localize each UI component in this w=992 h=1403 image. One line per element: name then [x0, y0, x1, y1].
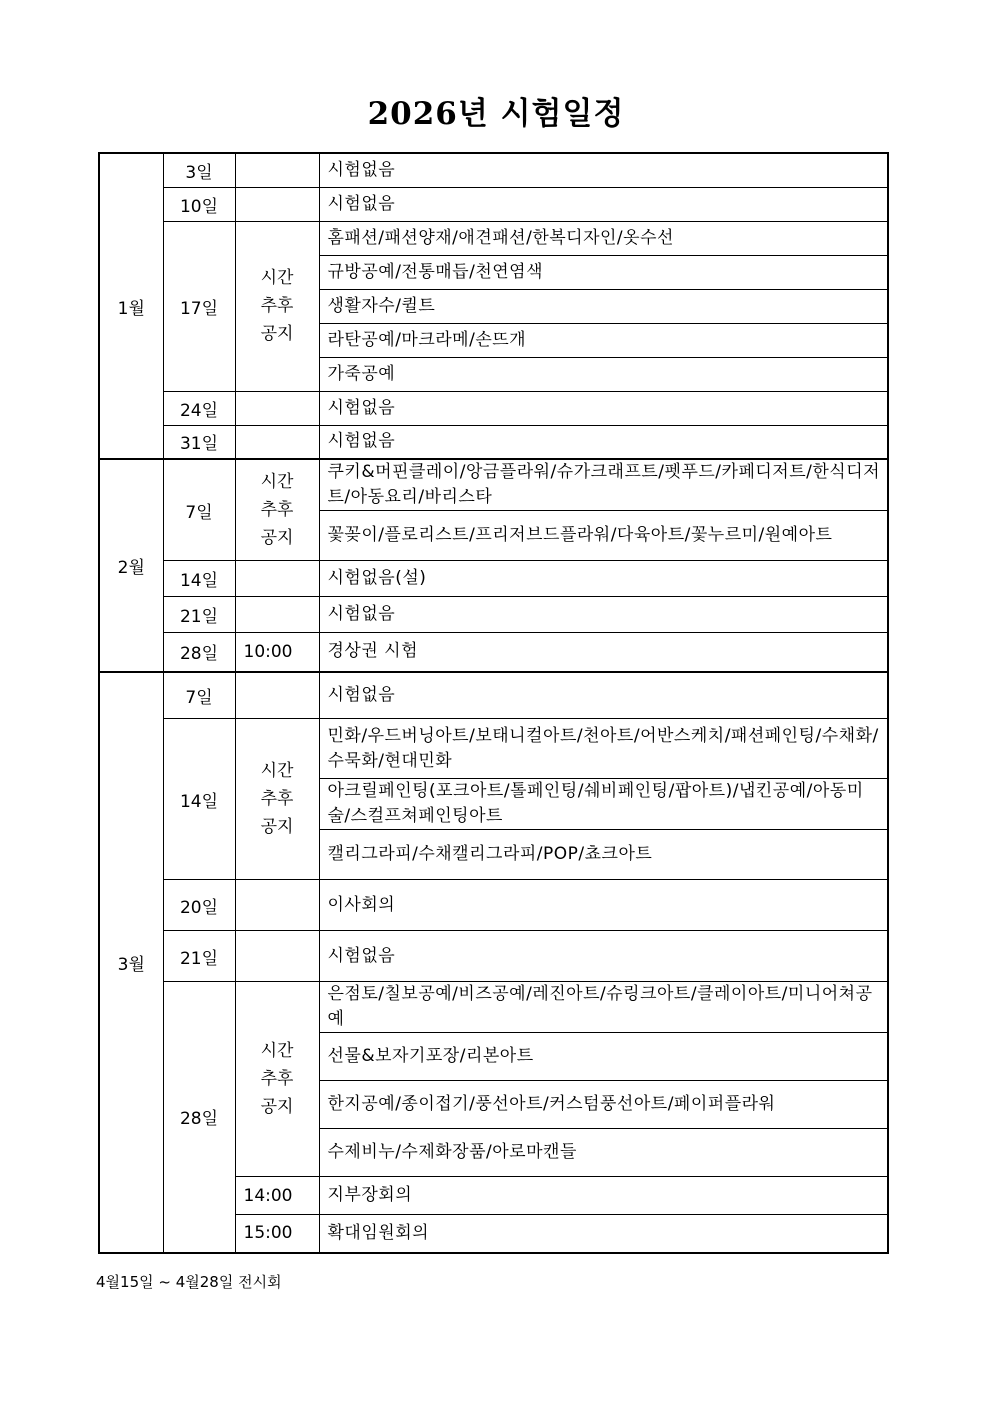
- month-cell: 1월: [99, 153, 163, 459]
- subject-cell: 확대임원회의: [319, 1215, 888, 1253]
- day-cell: 14일: [163, 561, 235, 597]
- month-group: [99, 459, 888, 672]
- time-note-cell: [235, 459, 319, 561]
- exam-schedule-table: [98, 152, 889, 1254]
- schedule-row: [99, 597, 888, 633]
- time-note-line: 추후: [260, 789, 294, 809]
- day-cell: 3일: [163, 153, 235, 187]
- subject-cell: 한지공예/종이접기/풍선아트/커스텀풍선아트/페이퍼플라워: [319, 1081, 888, 1129]
- time-note-line: 시간: [260, 1041, 294, 1061]
- day-cell: 7일: [163, 459, 235, 561]
- day-cell: 28일: [163, 633, 235, 672]
- subject-cell: 시험없음(설): [319, 561, 888, 597]
- time-note-line: 공지: [260, 1097, 294, 1117]
- time-note-line: 시간: [260, 761, 294, 781]
- time-cell: [235, 931, 319, 982]
- schedule-row: [99, 187, 888, 221]
- day-cell: 7일: [163, 672, 235, 719]
- time-note-line: 시간: [260, 472, 294, 492]
- day-cell: 24일: [163, 391, 235, 425]
- schedule-row: [99, 633, 888, 672]
- day-cell: 10일: [163, 187, 235, 221]
- schedule-row: [99, 719, 888, 779]
- subject-cell: 라탄공예/마크라메/손뜨개: [319, 323, 888, 357]
- time-note-line: 공지: [260, 528, 294, 548]
- time-cell: [235, 597, 319, 633]
- time-note-line: 공지: [260, 324, 294, 344]
- subject-cell: 지부장회의: [319, 1177, 888, 1215]
- time-note-line: 추후: [260, 1069, 294, 1089]
- time-note-cell: [235, 221, 319, 391]
- schedule-row: [99, 425, 888, 459]
- subject-cell: 홈패션/패션양재/애견패션/한복디자인/옷수선: [319, 221, 888, 255]
- time-cell: [235, 391, 319, 425]
- subject-cell: 시험없음: [319, 153, 888, 187]
- time-note-line: 추후: [260, 296, 294, 316]
- day-cell: 20일: [163, 880, 235, 931]
- subject-cell: 생활자수/퀼트: [319, 289, 888, 323]
- subject-cell: 시험없음: [319, 931, 888, 982]
- day-cell: 17일: [163, 221, 235, 391]
- month-cell: 3월: [99, 672, 163, 1253]
- subject-cell: 시험없음: [319, 425, 888, 459]
- day-cell: 14일: [163, 719, 235, 880]
- day-cell: 21일: [163, 931, 235, 982]
- month-group: [99, 153, 888, 459]
- time-note-line: 추후: [260, 500, 294, 520]
- schedule-row: [99, 931, 888, 982]
- time-cell: 10:00: [235, 633, 319, 672]
- subject-cell: 시험없음: [319, 391, 888, 425]
- subject-cell: 이사회의: [319, 880, 888, 931]
- time-cell: [235, 153, 319, 187]
- schedule-row: [99, 391, 888, 425]
- time-cell: [235, 187, 319, 221]
- day-cell: 28일: [163, 982, 235, 1253]
- schedule-row: [99, 153, 888, 187]
- subject-cell: 경상권 시험: [319, 633, 888, 672]
- month-group: [99, 672, 888, 1253]
- subject-cell: 아크릴페인팅(포크아트/톨페인팅/쉐비페인팅/팝아트)/냅킨공예/아동미술/스컬프쳐페인팅아트: [319, 779, 888, 830]
- schedule-row: [99, 672, 888, 719]
- day-cell: 21일: [163, 597, 235, 633]
- time-cell: [235, 561, 319, 597]
- subject-cell: 꽃꽂이/플로리스트/프리저브드플라워/다육아트/꽃누르미/원예아트: [319, 511, 888, 561]
- subject-cell: 선물&보자기포장/리본아트: [319, 1033, 888, 1081]
- time-note-cell: [235, 982, 319, 1177]
- schedule-row: [99, 561, 888, 597]
- subject-cell: 규방공예/전통매듭/천연염색: [319, 255, 888, 289]
- schedule-row: [99, 982, 888, 1033]
- page-title: 2026년 시험일정: [367, 96, 625, 132]
- subject-cell: 가죽공예: [319, 357, 888, 391]
- time-cell: 15:00: [235, 1215, 319, 1253]
- subject-cell: 민화/우드버닝아트/보태니컬아트/천아트/어반스케치/패션페인팅/수채화/수묵화/현대민화: [319, 719, 888, 779]
- time-note-cell: [235, 719, 319, 880]
- time-note-line: 시간: [260, 268, 294, 288]
- month-cell: 2월: [99, 459, 163, 672]
- subject-cell: 시험없음: [319, 672, 888, 719]
- subject-cell: 쿠키&머핀클레이/앙금플라워/슈가크래프트/펫푸드/카페디저트/한식디저트/아동요리/바리스타: [319, 459, 888, 511]
- time-cell: 14:00: [235, 1177, 319, 1215]
- time-note-line: 공지: [260, 817, 294, 837]
- schedule-row: [99, 459, 888, 511]
- subject-cell: 시험없음: [319, 597, 888, 633]
- subject-cell: 캘리그라피/수채캘리그라피/POP/쵸크아트: [319, 830, 888, 880]
- time-cell: [235, 425, 319, 459]
- schedule-row: [99, 880, 888, 931]
- exhibition-note: 4월15일 ~ 4월28일 전시회: [96, 1273, 282, 1291]
- day-cell: 31일: [163, 425, 235, 459]
- time-cell: [235, 672, 319, 719]
- subject-cell: 은점토/칠보공예/비즈공예/레진아트/슈링크아트/클레이아트/미니어쳐공예: [319, 982, 888, 1033]
- subject-cell: 수제비누/수제화장품/아로마캔들: [319, 1129, 888, 1177]
- time-cell: [235, 880, 319, 931]
- schedule-row: [99, 221, 888, 255]
- subject-cell: 시험없음: [319, 187, 888, 221]
